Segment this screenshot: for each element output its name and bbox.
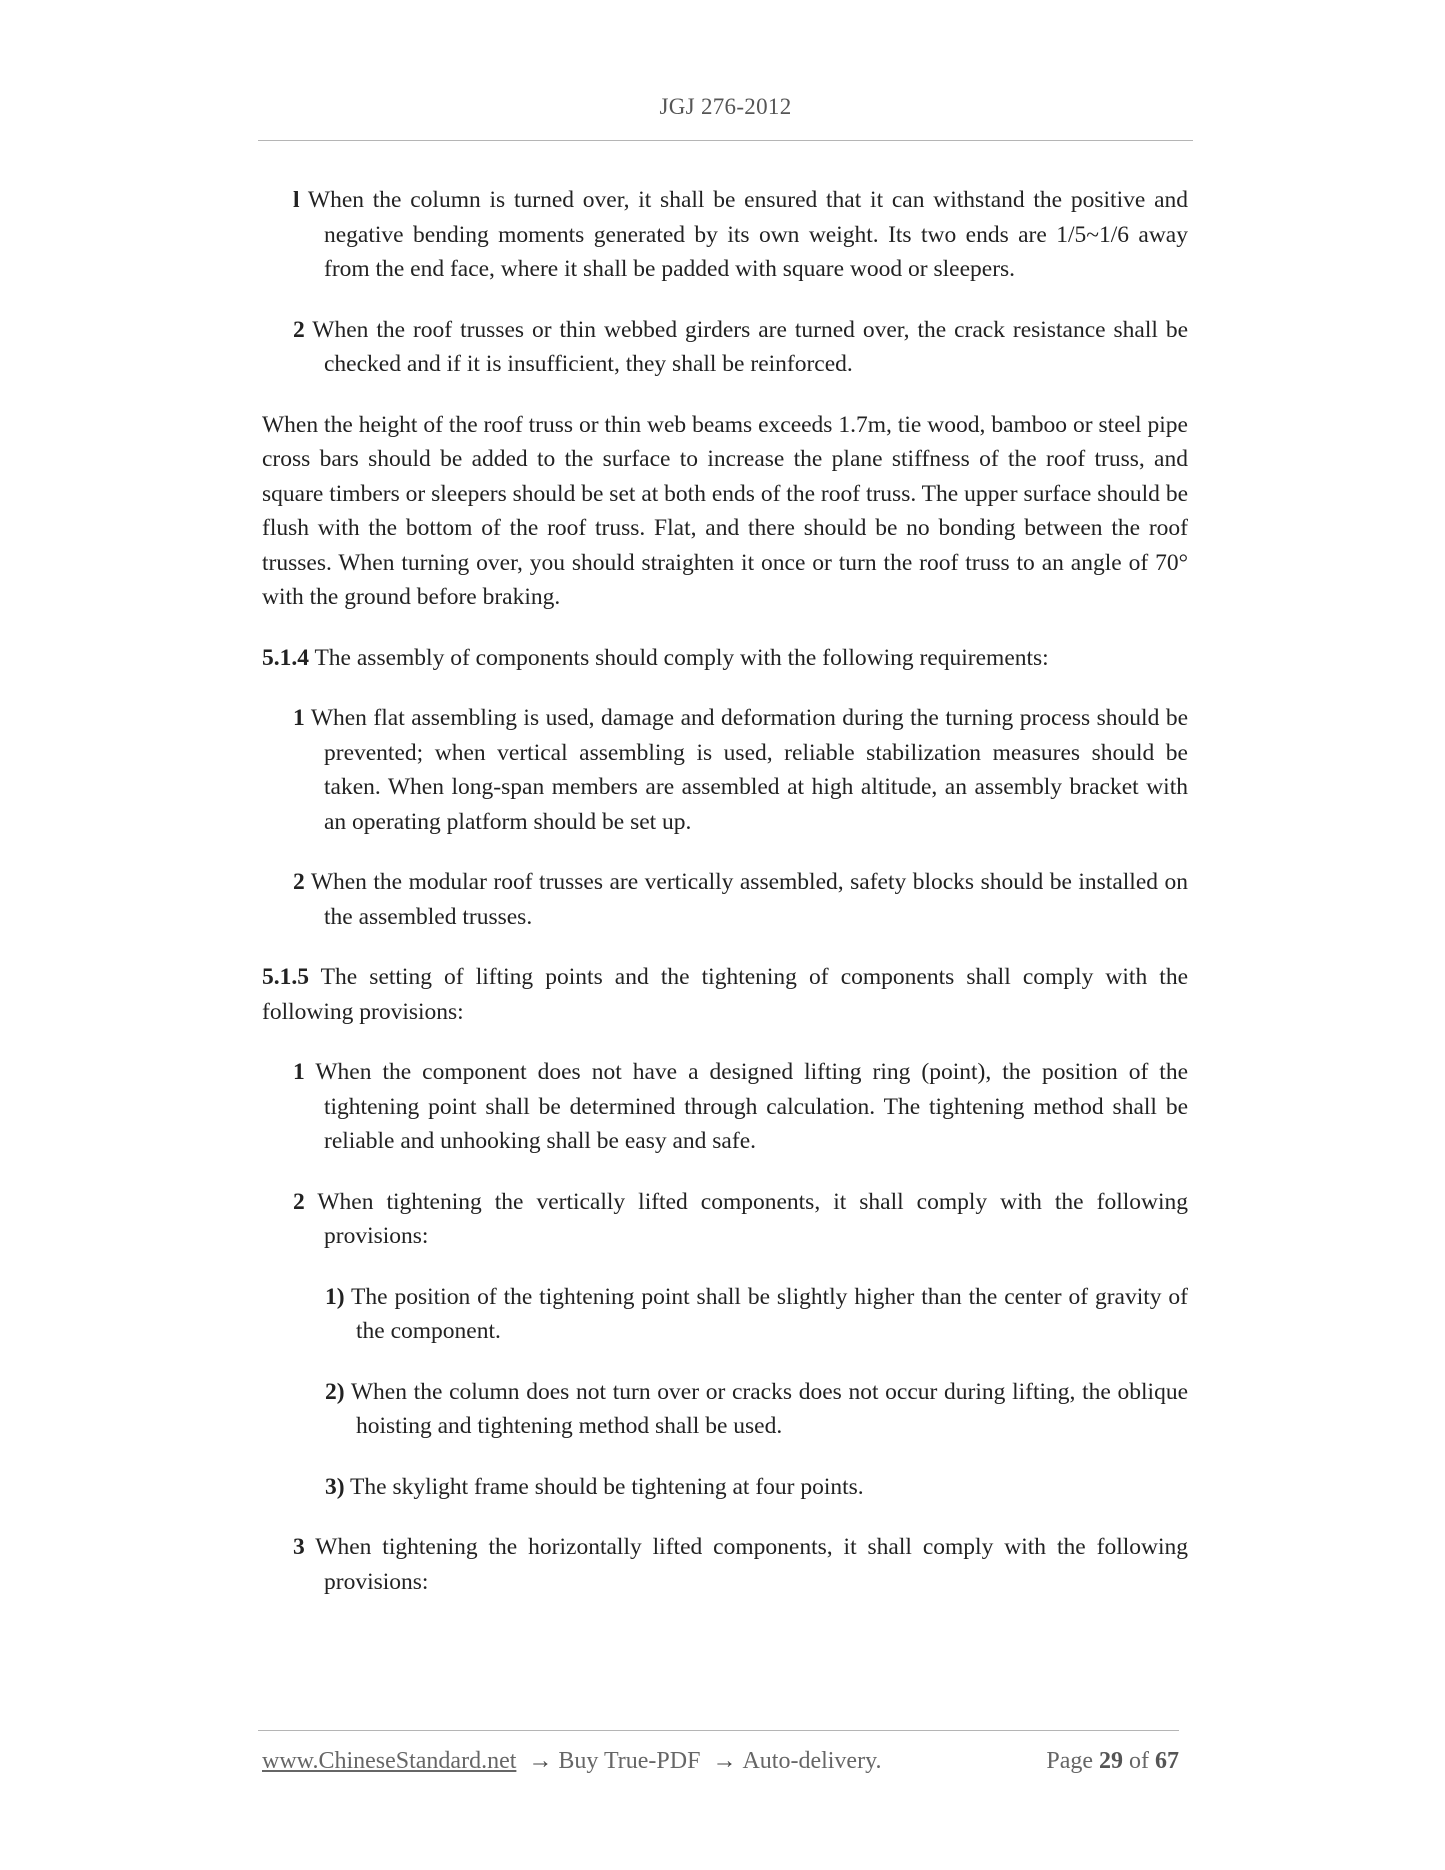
- sub-item-number: 1): [325, 1283, 345, 1310]
- item-number: 2: [293, 869, 305, 895]
- clause-5-1-5: [262, 960, 1188, 1029]
- list-item-l: [262, 183, 1188, 287]
- item-number: 2: [293, 316, 305, 343]
- list-item-5-1-5-1: [262, 1055, 1188, 1159]
- footer-promo: [262, 1748, 882, 1775]
- list-item-5-1-4-2: [262, 865, 1188, 934]
- page-number: [1046, 1748, 1179, 1775]
- item-text: When flat assembling is used, damage and deformation during the turning process should be prevented; when vertical assembling is used, reliable stabilization measures should be taken. When long-span members are assembled at high altitude, an assembly bracket with an operating platform should be set up.: [310, 705, 1188, 835]
- item-number: l: [293, 187, 300, 213]
- current-page: 29: [1099, 1748, 1123, 1774]
- list-item-5-1-5-3: [262, 1530, 1188, 1599]
- sub-item-text: The position of the tightening point shall be slightly higher than the center of gravity of the component.: [351, 1283, 1188, 1344]
- website-link[interactable]: www.ChineseStandard.net: [262, 1748, 517, 1774]
- document-body: [262, 183, 1188, 1599]
- item-text: When the roof trusses or thin webbed girders are turned over, the crack resistance shall be checked and if it is insufficient, they shall be reinforced.: [312, 316, 1189, 377]
- sub-item-text: When the column does not turn over or cracks does not occur during lifting, the oblique hoisting and tightening method shall be used.: [350, 1378, 1189, 1439]
- clause-number: 5.1.5: [262, 964, 309, 990]
- sub-item-2: [262, 1375, 1188, 1444]
- page-of-label: of: [1129, 1748, 1149, 1774]
- list-item-5-1-5-2: [262, 1185, 1188, 1254]
- list-item-2: [262, 313, 1188, 382]
- item-text: When tightening the vertically lifted components, it shall comply with the following provisions:: [317, 1188, 1188, 1249]
- item-text: When the column is turned over, it shall be ensured that it can withstand the positive and negative bending moments generated by its own weight. Its two ends are 1/5~1/6 away from the end face, where it shall be padded with square wood or sleepers.: [307, 187, 1189, 282]
- clause-5-1-4: [262, 641, 1188, 676]
- item-text: When the modular roof trusses are vertically assembled, safety blocks should be installed on the assembled trusses.: [310, 869, 1188, 930]
- page-label: Page: [1046, 1748, 1093, 1774]
- sub-item-3: [262, 1470, 1188, 1505]
- sub-item-number: 3): [325, 1473, 345, 1500]
- sub-item-1: [262, 1280, 1188, 1349]
- page-footer: [262, 1748, 1179, 1780]
- item-number: 1: [293, 1059, 305, 1085]
- sub-item-text: The skylight frame should be tightening at four points.: [350, 1473, 864, 1500]
- item-number: 3: [293, 1534, 305, 1560]
- item-number: 1: [293, 705, 305, 731]
- item-number: 2: [293, 1188, 305, 1215]
- footer-divider: [258, 1730, 1179, 1731]
- page-header-title: JGJ 276-2012: [659, 94, 792, 119]
- arrow-right-icon: →: [712, 1748, 737, 1774]
- list-item-5-1-4-1: [262, 701, 1188, 839]
- sub-item-number: 2): [325, 1378, 345, 1405]
- auto-delivery-text: Auto-delivery.: [742, 1748, 882, 1774]
- arrow-right-icon: →: [528, 1748, 553, 1774]
- clause-number: 5.1.4: [262, 644, 309, 671]
- clause-text: The setting of lifting points and the tightening of components shall comply with the following provisions:: [262, 964, 1188, 1025]
- buy-pdf-text: Buy True-PDF: [558, 1748, 701, 1774]
- total-pages: 67: [1155, 1748, 1179, 1774]
- body-paragraph: When the height of the roof truss or thin web beams exceeds 1.7m, tie wood, bamboo or steel pipe cross bars should be added to the surface to increase the plane stiffness of the roof truss, and square timbers or sleepers should be set at both ends of the roof truss. The upper surface should be flush with the bottom of the roof truss. Flat, and there should be no bonding between the roof trusses. When turning over, you should straighten it once or turn the roof truss to an angle of 70° with the ground before braking.: [262, 411, 1188, 610]
- item-text: When tightening the horizontally lifted components, it shall comply with the following provisions:: [315, 1534, 1188, 1595]
- item-text: When the component does not have a designed lifting ring (point), the position of the tightening point shall be determined through calculation. The tightening method shall be reliable and unhooking shall be easy and safe.: [315, 1059, 1189, 1154]
- clause-text: The assembly of components should comply with the following requirements:: [314, 644, 1049, 671]
- header-divider: [258, 140, 1193, 141]
